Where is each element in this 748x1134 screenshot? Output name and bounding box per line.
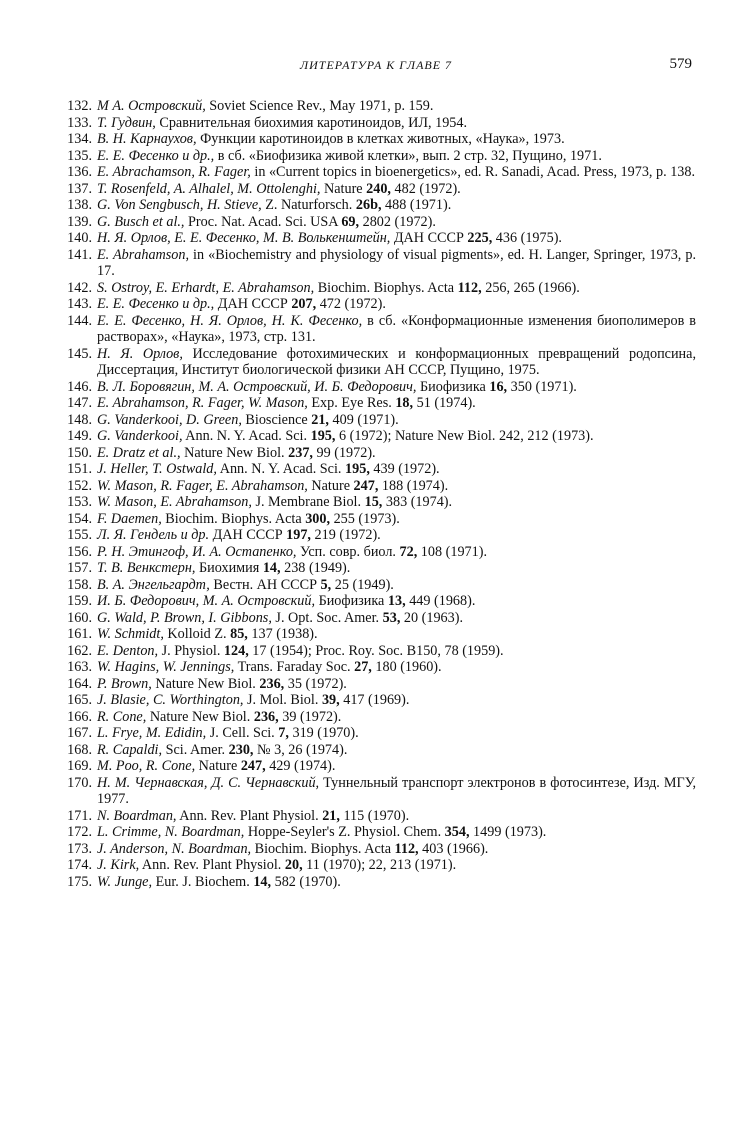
reference-source: Туннельный транспорт электронов в фотосинтезе, Изд. МГУ, 1977.	[97, 774, 696, 807]
reference-text	[97, 544, 696, 561]
reference-volume: 237,	[288, 444, 313, 461]
reference-authors: E. Denton,	[97, 642, 159, 659]
reference-source: Nature	[307, 477, 354, 494]
reference-item	[56, 775, 696, 808]
reference-source: Eur. J. Biochem.	[152, 873, 254, 890]
reference-number: 173.	[67, 840, 92, 857]
reference-number: 168.	[67, 741, 92, 758]
reference-authors: S. Ostroy, E. Erhardt, E. Abrahamson,	[97, 279, 315, 296]
reference-details: 383 (1974).	[382, 494, 453, 510]
reference-details: 472 (1972).	[316, 296, 386, 312]
reference-volume: 53,	[382, 609, 401, 626]
reference-authors: Е. Е. Фесенко и др.,	[97, 296, 215, 312]
reference-source: Вестн. АН СССР	[209, 576, 321, 593]
reference-authors: W. Hagins, W. Jennings,	[97, 659, 235, 675]
reference-number: 134.	[67, 131, 92, 147]
page-number: 579	[669, 56, 692, 72]
reference-text	[97, 428, 696, 445]
reference-details: 403 (1966).	[418, 840, 489, 857]
reference-source: Ann. N. Y. Acad. Sci.	[182, 428, 311, 444]
reference-item	[56, 197, 696, 214]
reference-text	[97, 346, 696, 379]
reference-details: 255 (1973).	[330, 510, 400, 527]
reference-item	[56, 659, 696, 676]
reference-details: 488 (1971).	[381, 197, 452, 213]
reference-number: 141.	[67, 246, 92, 263]
reference-authors: M. Poo, R. Cone,	[97, 758, 196, 774]
reference-text	[97, 659, 696, 676]
reference-source: Nature New Biol.	[180, 444, 289, 461]
reference-number: 171.	[67, 807, 92, 824]
reference-source: Ann. N. Y. Acad. Sci.	[216, 461, 346, 477]
reference-source: Trans. Faraday Soc.	[234, 659, 355, 675]
reference-number: 147.	[67, 395, 92, 411]
reference-authors: L. Frye, M. Edidin,	[97, 725, 207, 741]
reference-volume: 21,	[311, 411, 329, 428]
reference-number: 140.	[67, 230, 92, 246]
reference-volume: 20,	[284, 857, 303, 873]
reference-item	[56, 214, 696, 231]
reference-authors: N. Boardman,	[97, 807, 177, 824]
reference-number: 159.	[67, 593, 92, 609]
reference-text	[97, 857, 696, 874]
reference-volume: 26b,	[355, 197, 382, 213]
reference-text	[97, 626, 696, 643]
reference-item	[56, 379, 696, 396]
reference-item	[56, 758, 696, 775]
reference-volume: 5,	[320, 576, 332, 593]
reference-authors: E. Abrachamson, R. Fager,	[97, 164, 251, 180]
reference-number: 156.	[67, 543, 92, 560]
reference-source: Hoppe-Seyler's Z. Physiol. Chem.	[244, 824, 445, 840]
reference-authors: L. Crimme, N. Boardman,	[97, 824, 245, 840]
reference-text	[97, 131, 696, 148]
reference-item	[56, 610, 696, 627]
reference-details: 436 (1975).	[492, 230, 562, 246]
reference-authors: G. Vanderkooi,	[97, 428, 183, 444]
reference-number: 175.	[67, 873, 92, 890]
reference-volume: 207,	[291, 296, 317, 312]
reference-item	[56, 247, 696, 280]
reference-source: Усп. совр. биол.	[296, 543, 400, 560]
reference-authors: Н. Я. Орлов,	[97, 345, 183, 362]
reference-item	[56, 346, 696, 379]
reference-authors: J. Kirk,	[97, 857, 140, 873]
reference-source: Ann. Rev. Plant Physiol.	[176, 807, 323, 824]
reference-volume: 300,	[305, 510, 331, 527]
reference-source: in «Biochemistry and physiology of visual pigments», ed. H. Langer, Springer, 1973, p. 17.	[97, 246, 696, 279]
reference-volume: 7,	[278, 725, 289, 741]
reference-item	[56, 857, 696, 874]
reference-item	[56, 527, 696, 544]
reference-number: 150.	[67, 444, 92, 461]
reference-text	[97, 676, 696, 693]
reference-authors: В. Н. Карнаухов,	[97, 131, 197, 147]
reference-authors: И. Б. Федорович, М. А. Островский,	[97, 593, 316, 609]
reference-item	[56, 709, 696, 726]
reference-number: 135.	[67, 147, 92, 164]
reference-number: 172.	[67, 824, 92, 840]
reference-authors: Л. Я. Гендель и др.	[97, 527, 210, 543]
reference-text	[97, 841, 696, 858]
reference-item	[56, 494, 696, 511]
reference-number: 169.	[67, 758, 92, 774]
reference-text	[97, 874, 696, 891]
reference-details: 582 (1970).	[271, 873, 341, 890]
reference-source: ДАН СССР	[390, 230, 468, 246]
reference-text	[97, 725, 696, 742]
reference-details: 439 (1972).	[369, 461, 440, 477]
reference-number: 143.	[67, 296, 92, 312]
reference-number: 155.	[67, 527, 92, 543]
reference-source: J. Opt. Soc. Amer.	[271, 609, 383, 626]
reference-text	[97, 247, 696, 280]
reference-text	[97, 709, 696, 726]
reference-authors: W. Mason, E. Abrahamson,	[97, 494, 252, 510]
reference-item	[56, 461, 696, 478]
reference-details: 417 (1969).	[339, 692, 410, 708]
reference-authors: E. Abrahamson, R. Fager, W. Mason,	[97, 395, 308, 411]
reference-item	[56, 445, 696, 462]
reference-item	[56, 230, 696, 247]
reference-authors: Т. В. Венкстерн,	[97, 560, 196, 576]
reference-text	[97, 445, 696, 462]
reference-text	[97, 824, 696, 841]
reference-number: 161.	[67, 626, 92, 642]
reference-number: 152.	[67, 477, 92, 494]
reference-text	[97, 577, 696, 594]
reference-text	[97, 181, 696, 198]
reference-volume: 16,	[489, 378, 508, 395]
reference-item	[56, 841, 696, 858]
reference-item	[56, 626, 696, 643]
reference-item	[56, 511, 696, 528]
reference-number: 146.	[67, 378, 92, 395]
reference-text	[97, 494, 696, 511]
reference-number: 149.	[67, 428, 92, 444]
reference-item	[56, 725, 696, 742]
reference-volume: 230,	[228, 741, 254, 758]
reference-item	[56, 544, 696, 561]
reference-volume: 197,	[286, 527, 311, 543]
reference-volume: 14,	[262, 560, 281, 576]
reference-authors: P. Brown,	[97, 675, 152, 692]
running-title: ЛИТЕРАТУРА К ГЛАВЕ 7	[300, 58, 453, 72]
reference-details: 20 (1963).	[400, 609, 464, 626]
reference-authors: G. Wald, P. Brown, I. Gibbons,	[97, 609, 272, 626]
reference-authors: W. Schmidt,	[97, 626, 164, 642]
reference-number: 139.	[67, 213, 92, 230]
reference-volume: 27,	[354, 659, 372, 675]
reference-authors: G. Busch et al.,	[97, 213, 185, 230]
reference-number: 136.	[67, 164, 92, 180]
reference-source: Nature New Biol.	[151, 675, 260, 692]
reference-item	[56, 181, 696, 198]
reference-item	[56, 395, 696, 412]
reference-details: № 3, 26 (1974).	[253, 741, 348, 758]
reference-details: 17 (1954); Proc. Roy. Soc. B150, 78 (1959).	[248, 642, 504, 659]
reference-item	[56, 296, 696, 313]
reference-details: 115 (1970).	[339, 807, 410, 824]
reference-volume: 69,	[341, 213, 360, 230]
reference-number: 132.	[67, 98, 92, 114]
reference-details: 180 (1960).	[371, 659, 442, 675]
reference-authors: Е. Е. Фесенко и др.,	[97, 147, 215, 164]
reference-number: 154.	[67, 510, 92, 527]
reference-number: 144.	[67, 312, 92, 329]
reference-text	[97, 808, 696, 825]
reference-authors: E. Dratz et al.,	[97, 444, 181, 461]
reference-source: Sci. Amer.	[162, 741, 229, 758]
reference-volume: 72,	[399, 543, 418, 560]
reference-authors: Н. М. Чернавская, Д. С. Чернавский,	[97, 774, 320, 791]
reference-item	[56, 131, 696, 148]
reference-details: 2802 (1972).	[359, 213, 436, 230]
reference-number: 162.	[67, 642, 92, 659]
reference-text	[97, 527, 696, 544]
reference-volume: 225,	[467, 230, 493, 246]
reference-source: Сравнительная биохимия каротиноидов, ИЛ, 1954.	[155, 114, 468, 131]
reference-authors: Е. Е. Фесенко, Н. Я. Орлов, Н. К. Фесенко,	[97, 312, 363, 329]
reference-number: 142.	[67, 279, 92, 296]
reference-item	[56, 98, 696, 115]
reference-authors: W. Mason, R. Fager, E. Abrahamson,	[97, 477, 308, 494]
reference-details: 137 (1938).	[247, 626, 318, 642]
reference-details: 11 (1970); 22, 213 (1971).	[302, 857, 457, 873]
reference-volume: 195,	[345, 461, 370, 477]
reference-source: J. Cell. Sci.	[206, 725, 279, 741]
reference-volume: 14,	[253, 873, 272, 890]
reference-item	[56, 280, 696, 297]
reference-details: 51 (1974).	[413, 395, 476, 411]
reference-text	[97, 230, 696, 247]
reference-source: Kolloid Z.	[163, 626, 231, 642]
reference-text	[97, 98, 696, 115]
reference-text	[97, 412, 696, 429]
reference-authors: R. Cone,	[97, 708, 147, 725]
reference-text	[97, 164, 696, 181]
reference-text	[97, 560, 696, 577]
reference-number: 170.	[67, 774, 92, 791]
reference-number: 145.	[67, 345, 92, 362]
reference-authors: E. Abrahamson,	[97, 246, 190, 263]
reference-details: 108 (1971).	[417, 543, 487, 560]
reference-authors: Т. Гудвин,	[97, 114, 156, 131]
reference-volume: 354,	[444, 824, 470, 840]
reference-number: 157.	[67, 560, 92, 576]
reference-source: Proc. Nat. Acad. Sci. USA	[184, 213, 342, 230]
reference-text	[97, 313, 696, 346]
reference-authors: Р. Н. Этингоф, И. А. Остапенко,	[97, 543, 297, 560]
reference-details: 39 (1972).	[278, 708, 342, 725]
reference-source: in «Current topics in bioenergetics», ed. R. Sanadi, Acad. Press, 1973, p. 138.	[250, 164, 696, 180]
reference-number: 158.	[67, 576, 92, 593]
reference-text	[97, 214, 696, 231]
reference-authors: В. А. Энгельгардт,	[97, 576, 210, 593]
reference-source: J. Membrane Biol.	[251, 494, 365, 510]
reference-item	[56, 676, 696, 693]
reference-details: 1499 (1973).	[469, 824, 547, 840]
reference-item	[56, 593, 696, 610]
reference-authors: G. Vanderkooi, D. Green,	[97, 411, 242, 428]
reference-source: Soviet Science Rev., May 1971, p. 159.	[205, 98, 434, 114]
reference-source: J. Physiol.	[158, 642, 224, 659]
reference-text	[97, 197, 696, 214]
reference-number: 166.	[67, 708, 92, 725]
reference-number: 137.	[67, 180, 92, 197]
reference-source: Биофизика	[315, 593, 388, 609]
reference-authors: J. Blasie, C. Worthington,	[97, 692, 244, 708]
reference-source: Nature New Biol.	[146, 708, 254, 725]
reference-details: 256, 265 (1966).	[481, 279, 580, 296]
reference-volume: 236,	[259, 675, 285, 692]
reference-item	[56, 874, 696, 891]
reference-source: Nature	[195, 758, 241, 774]
reference-text	[97, 610, 696, 627]
reference-number: 163.	[67, 659, 92, 675]
reference-text	[97, 758, 696, 775]
reference-text	[97, 296, 696, 313]
reference-details: 188 (1974).	[378, 477, 449, 494]
reference-volume: 39,	[321, 692, 340, 708]
reference-source: Z. Naturforsch.	[261, 197, 356, 213]
reference-text	[97, 742, 696, 759]
reference-volume: 124,	[223, 642, 249, 659]
reference-details: 99 (1972).	[312, 444, 376, 461]
reference-details: 6 (1972); Nature New Biol. 242, 212 (1973).	[335, 428, 594, 444]
reference-source: Биофизика	[416, 378, 490, 395]
reference-details: 25 (1949).	[331, 576, 394, 593]
reference-volume: 13,	[387, 593, 406, 609]
reference-volume: 85,	[230, 626, 248, 642]
reference-item	[56, 428, 696, 445]
reference-text	[97, 593, 696, 610]
reference-volume: 240,	[366, 180, 391, 197]
reference-authors: J. Heller, T. Ostwald,	[97, 461, 217, 477]
reference-authors: T. Rosenfeld, A. Alhalel, M. Ottolenghi,	[97, 180, 321, 197]
reference-text	[97, 643, 696, 660]
reference-volume: 195,	[310, 428, 336, 444]
reference-number: 151.	[67, 461, 92, 477]
reference-number: 160.	[67, 609, 92, 626]
reference-text	[97, 379, 696, 396]
reference-item	[56, 560, 696, 577]
reference-text	[97, 148, 696, 165]
reference-details: 350 (1971).	[507, 378, 577, 395]
reference-source: J. Mol. Biol.	[243, 692, 322, 708]
reference-details: 319 (1970).	[288, 725, 359, 741]
reference-volume: 247,	[240, 758, 266, 774]
reference-details: 429 (1974).	[265, 758, 336, 774]
reference-text	[97, 692, 696, 709]
reference-details: 219 (1972).	[310, 527, 381, 543]
reference-authors: J. Anderson, N. Boardman,	[97, 840, 252, 857]
reference-source: Биохимия	[195, 560, 263, 576]
reference-authors: G. Von Sengbusch, H. Stieve,	[97, 197, 262, 213]
reference-number: 164.	[67, 675, 92, 692]
reference-item	[56, 643, 696, 660]
reference-text	[97, 280, 696, 297]
reference-source: Функции каротиноидов в клетках животных, «Наука», 1973.	[196, 131, 565, 147]
reference-item	[56, 742, 696, 759]
reference-source: Исследование фотохимических и конформационных превращений родопсина, Диссертация, Институт биологической физики АН СССР, Пущино, 1975.	[97, 345, 696, 378]
reference-authors: R. Capaldi,	[97, 741, 163, 758]
reference-source: Nature	[320, 180, 367, 197]
reference-authors: В. Л. Боровягин, М. А. Островский, И. Б. Федорович,	[97, 378, 417, 395]
reference-number: 167.	[67, 725, 92, 741]
reference-source: Ann. Rev. Plant Physiol.	[139, 857, 285, 873]
reference-volume: 21,	[322, 807, 340, 824]
reference-number: 153.	[67, 494, 92, 510]
reference-volume: 247,	[353, 477, 379, 494]
reference-item	[56, 313, 696, 346]
reference-source: Biochim. Biophys. Acta	[161, 510, 306, 527]
reference-item	[56, 577, 696, 594]
reference-item	[56, 148, 696, 165]
reference-volume: 18,	[395, 395, 414, 411]
reference-text	[97, 395, 696, 412]
reference-item	[56, 478, 696, 495]
reference-source: Biochim. Biophys. Acta	[251, 840, 395, 857]
reference-item	[56, 808, 696, 825]
reference-number: 148.	[67, 411, 92, 428]
reference-list	[56, 98, 696, 890]
reference-item	[56, 115, 696, 132]
reference-volume: 112,	[457, 279, 482, 296]
reference-volume: 112,	[394, 840, 419, 857]
reference-text	[97, 478, 696, 495]
reference-details: 238 (1949).	[280, 560, 351, 576]
reference-item	[56, 692, 696, 709]
reference-authors: М А. Островский,	[97, 98, 206, 114]
reference-item	[56, 164, 696, 181]
reference-volume: 15,	[364, 494, 383, 510]
reference-source: в сб. «Конформационные изменения биополимеров в растворах», «Наука», 1973, стр. 131.	[97, 312, 696, 345]
reference-source: ДАН СССР	[209, 527, 287, 543]
reference-details: 482 (1972).	[390, 180, 461, 197]
reference-text	[97, 775, 696, 808]
reference-number: 138.	[67, 197, 92, 213]
reference-authors: W. Junge,	[97, 873, 153, 890]
reference-authors: Н. Я. Орлов, Е. Е. Фесенко, М. В. Волькенштейн,	[97, 230, 391, 246]
reference-source: в сб. «Биофизика живой клетки», вып. 2 стр. 32, Пущино, 1971.	[214, 147, 602, 164]
reference-item	[56, 824, 696, 841]
reference-number: 165.	[67, 692, 92, 708]
reference-text	[97, 511, 696, 528]
reference-text	[97, 115, 696, 132]
reference-details: 35 (1972).	[284, 675, 347, 692]
reference-details: 449 (1968).	[405, 593, 476, 609]
reference-source: ДАН СССР	[214, 296, 292, 312]
reference-authors: F. Daemen,	[97, 510, 162, 527]
reference-number: 174.	[67, 857, 92, 873]
reference-source: Exp. Eye Res.	[307, 395, 396, 411]
reference-number: 133.	[67, 114, 92, 131]
reference-source: Biochim. Biophys. Acta	[314, 279, 458, 296]
reference-details: 409 (1971).	[328, 411, 399, 428]
reference-volume: 236,	[253, 708, 279, 725]
reference-source: Bioscience	[241, 411, 312, 428]
reference-text	[97, 461, 696, 478]
reference-item	[56, 412, 696, 429]
